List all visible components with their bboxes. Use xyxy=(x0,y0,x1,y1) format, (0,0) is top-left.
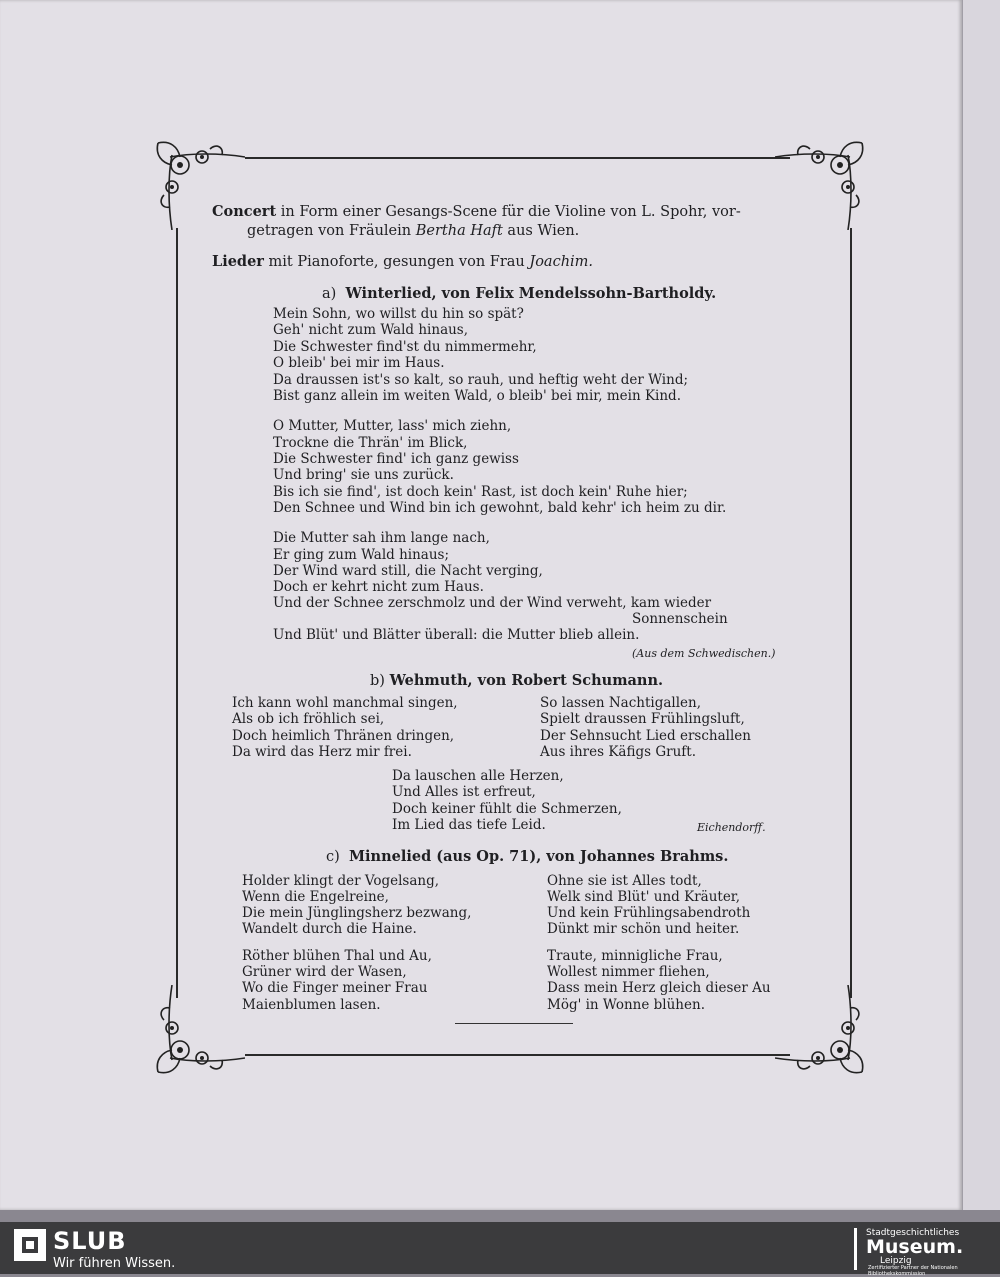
verse-line: Und Blüt' und Blätter überall: die Mutter blieb allein. xyxy=(273,627,640,643)
verse-line: Bis ich sie find', ist doch kein' Rast, ist doch kein' Ruhe hier; xyxy=(273,484,688,500)
verse-line: Doch heimlich Thränen dringen, xyxy=(232,728,455,744)
verse-line: Aus ihres Käfigs Gruft. xyxy=(540,744,696,760)
frame-right-rule xyxy=(850,228,852,998)
frame-top-rule xyxy=(245,157,790,159)
verse-line: Doch er kehrt nicht zum Haus. xyxy=(273,579,484,595)
concert-heading: Concert xyxy=(212,203,277,220)
verse-line: Maienblumen lasen. xyxy=(242,997,381,1013)
adjacent-page-edge xyxy=(962,0,1000,1210)
lieder-heading: Lieder xyxy=(212,253,264,270)
verse-line: Die Mutter sah ihm lange nach, xyxy=(273,530,490,546)
verse-line: Welk sind Blüt' und Kräuter, xyxy=(547,889,741,905)
verse-line: Dass mein Herz gleich dieser Au xyxy=(547,980,771,996)
verse-line: Grüner wird der Wasen, xyxy=(242,964,407,980)
slub-logo-text: SLUB xyxy=(53,1227,127,1255)
verse-line: Traute, minnigliche Frau, xyxy=(547,948,723,964)
verse-line: Bist ganz allein im weiten Wald, o bleib' bei mir, mein Kind. xyxy=(273,388,681,404)
lieder-line xyxy=(212,254,593,270)
verse-line: O bleib' bei mir im Haus. xyxy=(273,355,445,371)
corner-ornament-icon xyxy=(775,985,870,1080)
verse-line: Da draussen ist's so kalt, so rauh, und heftig weht der Wind; xyxy=(273,372,689,388)
frame-left-rule xyxy=(176,228,178,998)
verse-line: Spielt draussen Frühlingsluft, xyxy=(540,711,745,727)
verse-line: Dünkt mir schön und heiter. xyxy=(547,921,740,937)
verse-line: Den Schnee und Wind bin ich gewohnt, bald kehr' ich heim zu dir. xyxy=(273,500,727,516)
concert-text-2: getragen von Fräulein xyxy=(247,223,412,239)
concert-line-2 xyxy=(247,223,579,239)
verse-line: Geh' nicht zum Wald hinaus, xyxy=(273,322,469,338)
verse-line: Wollest nimmer fliehen, xyxy=(547,964,710,980)
song-a-heading xyxy=(322,286,716,302)
verse-line: Und kein Frühlingsabendroth xyxy=(547,905,751,921)
song-a-label: a) xyxy=(322,286,337,302)
verse-line: Röther blühen Thal und Au, xyxy=(242,948,432,964)
slub-tagline: Wir führen Wissen. xyxy=(53,1256,176,1271)
song-a-title: Winterlied, von Felix Mendelssohn-Bartholdy. xyxy=(345,285,717,302)
museum-subtitle: Stadtgeschichtliches xyxy=(866,1228,960,1238)
verse-line: Wandelt durch die Haine. xyxy=(242,921,417,937)
verse-line: Wo die Finger meiner Frau xyxy=(242,980,428,996)
verse-line: O Mutter, Mutter, lass' mich ziehn, xyxy=(273,418,512,434)
concert-text-3: aus Wien. xyxy=(507,223,580,239)
verse-line: Als ob ich fröhlich sei, xyxy=(232,711,385,727)
concert-line xyxy=(212,204,741,220)
verse-line: Die Schwester find' ich ganz gewiss xyxy=(273,451,519,467)
closing-rule xyxy=(455,1023,573,1024)
song-c-title: Minnelied (aus Op. 71), von Johannes Brahms. xyxy=(349,848,729,865)
verse-line: Wenn die Engelreine, xyxy=(242,889,389,905)
song-b-title: Wehmuth, von Robert Schumann. xyxy=(389,672,664,689)
museum-logo-text: Museum. xyxy=(866,1236,964,1258)
verse-line: Und bring' sie uns zurück. xyxy=(273,467,454,483)
museum-city: Leipzig xyxy=(880,1256,912,1266)
performer-name: Bertha Haft xyxy=(415,223,503,239)
verse-line: Und der Schnee zerschmolz und der Wind verweht, kam wieder xyxy=(273,595,712,611)
verse-line: Die Schwester find'st du nimmermehr, xyxy=(273,339,537,355)
verse-line: Mög' in Wonne blühen. xyxy=(547,997,705,1013)
verse-line: Die mein Jünglingsherz bezwang, xyxy=(242,905,472,921)
corner-ornament-icon xyxy=(775,135,870,230)
song-c-label: c) xyxy=(326,849,340,865)
verse-line: So lassen Nachtigallen, xyxy=(540,695,702,711)
verse-line: Da lauschen alle Herzen, xyxy=(392,768,564,784)
concert-text: in Form einer Gesangs-Scene für die Violine von L. Spohr, vor- xyxy=(280,204,741,220)
song-b-heading xyxy=(370,673,663,689)
verse-line: Doch keiner fühlt die Schmerzen, xyxy=(392,801,622,817)
song-a-source: (Aus dem Schwedischen.) xyxy=(632,647,776,660)
slub-logo-icon xyxy=(14,1229,46,1261)
lieder-text: mit Pianoforte, gesungen von Frau xyxy=(268,254,525,270)
verse-line: Im Lied das tiefe Leid. xyxy=(392,817,546,833)
verse-line: Mein Sohn, wo willst du hin so spät? xyxy=(273,306,524,322)
museum-logo-bar-icon xyxy=(854,1228,857,1270)
verse-line: Ohne sie ist Alles todt, xyxy=(547,873,702,889)
corner-ornament-icon xyxy=(150,985,245,1080)
verse-line: Trockne die Thrän' im Blick, xyxy=(273,435,468,451)
song-b-label: b) xyxy=(370,673,385,689)
verse-line: Da wird das Herz mir frei. xyxy=(232,744,412,760)
verse-line: Der Wind ward still, die Nacht verging, xyxy=(273,563,543,579)
singer-name: Joachim. xyxy=(529,254,594,270)
frame-bottom-rule xyxy=(245,1054,790,1056)
verse-line: Der Sehnsucht Lied erschallen xyxy=(540,728,751,744)
verse-line: Sonnenschein xyxy=(632,611,728,627)
song-b-author: Eichendorff. xyxy=(697,821,766,834)
verse-line: Und Alles ist erfreut, xyxy=(392,784,536,800)
museum-partner-note: Zertifizierter Partner der Nationalen Bibliothekskommission xyxy=(868,1265,958,1277)
verse-line: Ich kann wohl manchmal singen, xyxy=(232,695,458,711)
verse-line: Holder klingt der Vogelsang, xyxy=(242,873,440,889)
verse-line: Er ging zum Wald hinaus; xyxy=(273,547,450,563)
song-c-heading xyxy=(326,849,728,865)
